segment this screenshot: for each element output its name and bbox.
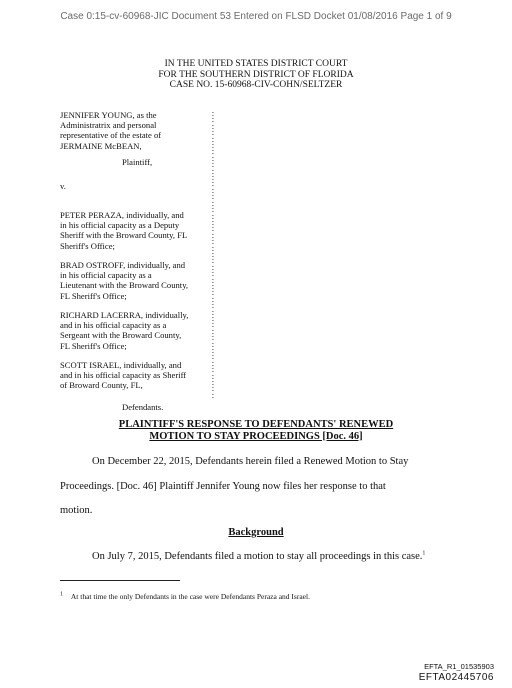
caption-line: JERMAINE McBEAN, — [60, 140, 142, 151]
caption-line: in his official capacity as a — [60, 270, 152, 281]
defendant-lacerra-block — [60, 310, 188, 351]
document-title — [0, 419, 512, 442]
plaintiff-block — [60, 110, 161, 151]
caption-line: Sheriff's Office; — [60, 240, 115, 251]
court-heading — [0, 59, 512, 91]
caption-colon-column: : : : : : : : : : : : : : : : : : : : : : : : : : : : : : : : : : : : : : : : : : : : : : — [211, 108, 215, 400]
caption-line: RICHARD LACERRA, individually, — [60, 310, 189, 320]
caption-line: and in his official capacity as Sheriff — [60, 370, 187, 381]
caption-line: JENNIFER YOUNG, as the — [60, 110, 157, 120]
court-line-1: IN THE UNITED STATES DISTRICT COURT — [164, 59, 348, 69]
footnote-reference: 1 — [422, 550, 426, 557]
caption-line: Sheriff with the Broward County, FL — [60, 230, 188, 241]
docket-header: Case 0:15-cv-60968-JIC Document 53 Entered on FLSD Docket 01/08/2016 Page 1 of 9 — [60, 11, 452, 22]
caption-line: and in his official capacity as a — [60, 320, 167, 331]
title-line-1: PLAINTIFF'S RESPONSE TO DEFENDANTS' RENEWED — [118, 419, 394, 430]
court-line-2: FOR THE SOUTHERN DISTRICT OF FLORIDA — [158, 69, 354, 80]
caption-line: FL Sheriff's Office; — [60, 340, 127, 351]
background-heading: Background — [228, 527, 284, 538]
footnote-divider — [60, 580, 180, 581]
paragraph-text: On July 7, 2015, Defendants filed a motion to stay all proceedings in this case. — [92, 551, 423, 562]
caption-line: SCOTT ISRAEL, individually, and — [60, 360, 182, 370]
footnote-marker: 1 — [60, 591, 63, 598]
footnote-text: At that time the only Defendants in the case were Defendants Peraza and Israel. — [70, 592, 310, 601]
caption-line: representative of the estate of — [60, 130, 162, 141]
case-number: CASE NO. 15-60968-CIV-COHN/SELTZER — [169, 80, 343, 90]
caption-line: BRAD OSTROFF, individually, and — [60, 260, 186, 270]
caption-line: Administratrix and personal — [60, 120, 157, 131]
paragraph-line: Proceedings. [Doc. 46] Plaintiff Jennifer Young now files her response to that — [60, 481, 386, 492]
footnote — [60, 592, 310, 601]
caption-line: in his official capacity as a Deputy — [60, 220, 180, 231]
caption-line: PETER PERAZA, individually, and — [60, 210, 184, 220]
plaintiff-label: Plaintiff, — [122, 157, 153, 167]
caption-line: Lieutenant with the Broward County, — [60, 280, 189, 291]
paragraph-line: motion. — [60, 505, 93, 516]
versus-label: v. — [60, 181, 66, 191]
paragraph-line — [92, 551, 425, 562]
defendant-israel-block — [60, 360, 186, 391]
title-line-2: MOTION TO STAY PROCEEDINGS [Doc. 46] — [149, 430, 363, 442]
bates-stamp-small: EFTA_R1_01535903 — [424, 662, 494, 671]
caption-line: Sergeant with the Broward County, — [60, 330, 182, 341]
defendant-ostroff-block — [60, 260, 188, 301]
bates-stamp-large: EFTA02445706 — [418, 672, 494, 683]
defendant-peraza-block — [60, 210, 187, 251]
defendants-label: Defendants. — [122, 402, 164, 412]
caption-line: of Broward County, FL, — [60, 380, 143, 391]
paragraph-line: On December 22, 2015, Defendants herein filed a Renewed Motion to Stay — [92, 456, 409, 467]
caption-line: FL Sheriff's Office; — [60, 290, 127, 301]
